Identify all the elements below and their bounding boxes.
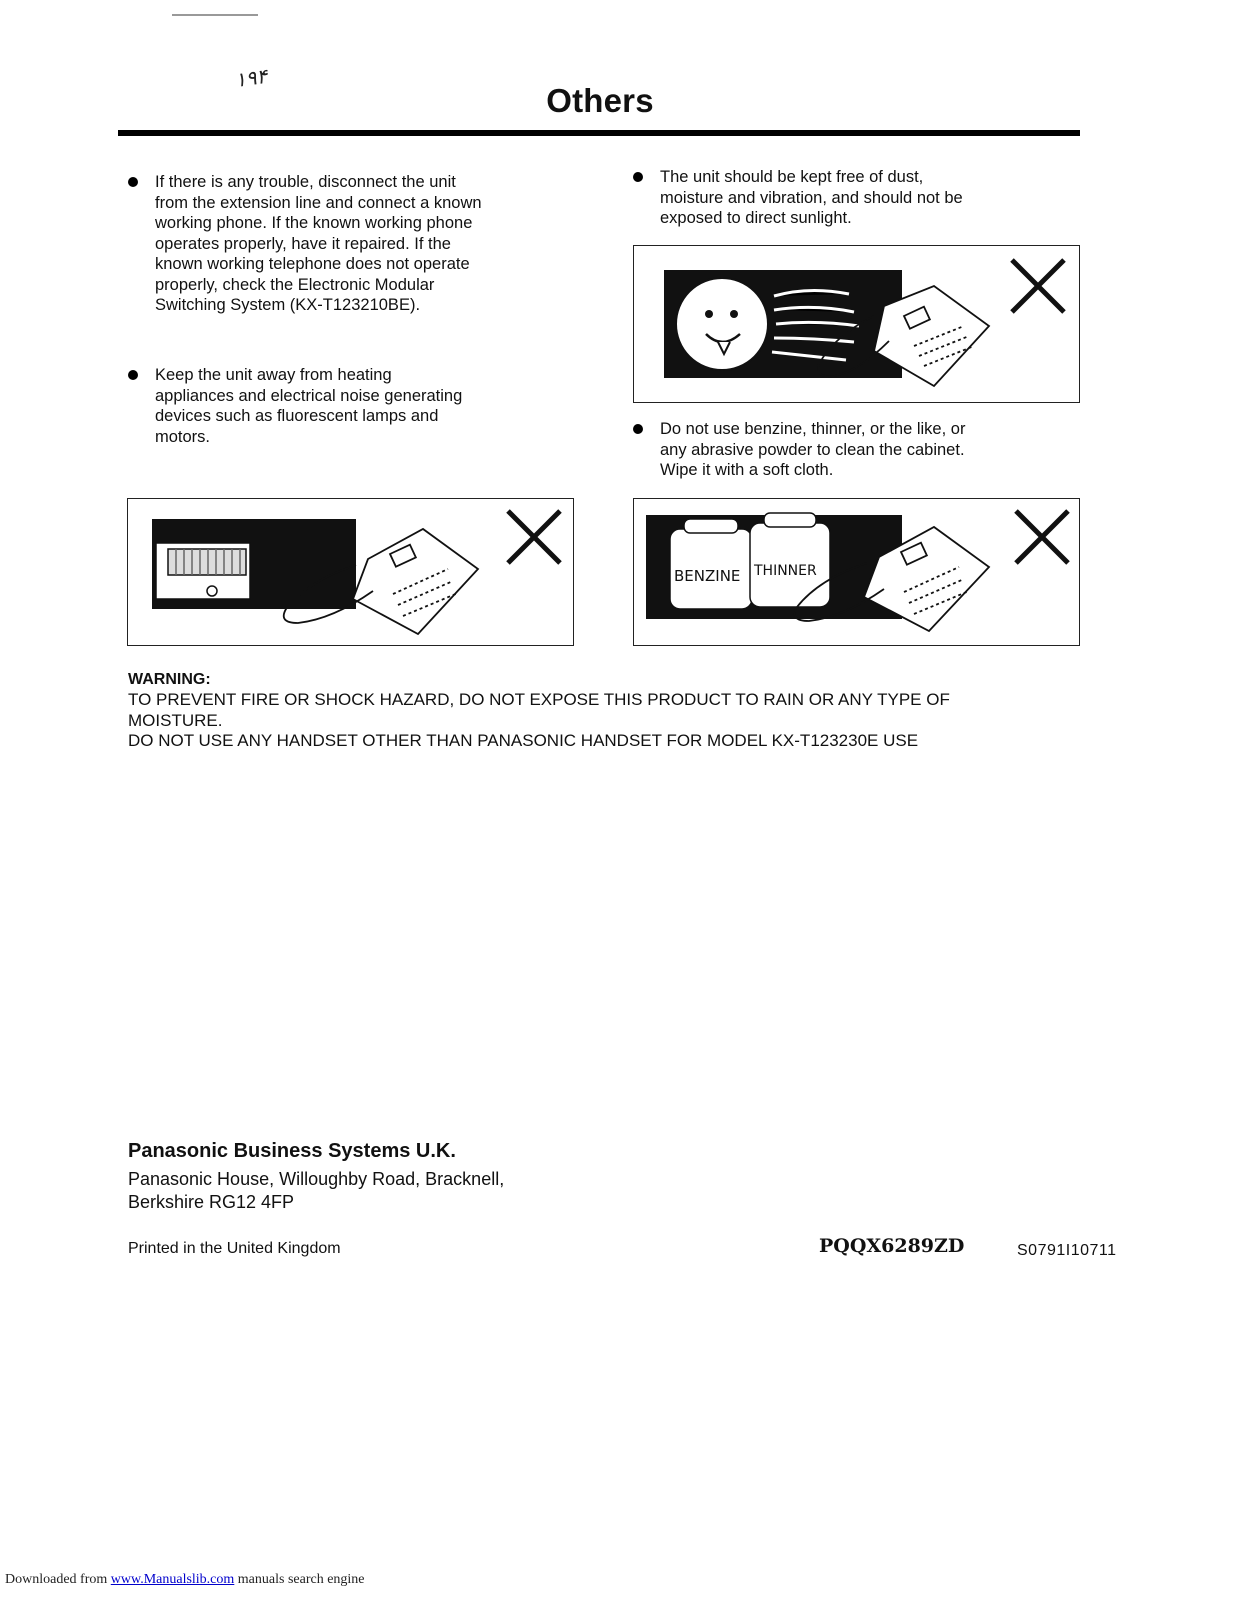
chemicals-illustration [634,499,1079,645]
print-code: S0791I10711 [1017,1242,1117,1259]
bullet-dot [633,172,643,182]
thinner-label: THINNER [754,563,817,579]
bullet-dot [128,370,138,380]
figure-sunlight [633,245,1080,403]
download-footer [5,1572,365,1588]
prohibited-icon [1016,511,1068,563]
company-name: Panasonic Business Systems U.K. [128,1140,456,1162]
bullet-heating [128,365,568,447]
part-number: PQQX6289ZD [819,1235,965,1257]
figure-heater [127,498,574,646]
warning-line-3: DO NOT USE ANY HANDSET OTHER THAN PANASONIC HANDSET FOR MODEL KX-T123230E USE [128,731,919,750]
scan-mark [172,14,258,16]
figure-chemicals [633,498,1080,646]
sunlight-illustration [634,246,1079,402]
bullet-heating-text: Keep the unit away from heating appliances and electrical noise generating devices such as fluorescent lamps and motors. [155,366,463,446]
page-title: Others [546,82,654,119]
bullet-dot [633,424,643,434]
prohibited-icon [1012,260,1064,312]
bullet-trouble-text: If there is any trouble, disconnect the unit from the extension line and connect a known working phone. If the known working phone operates properly, have it repaired. If the known working telephone does not operate properly, check the Electronic Modular Switching System (KX-T123210BE). [155,173,482,314]
footer-prefix: Downloaded from [5,1572,111,1587]
company-address-line-2: Berkshire RG12 4FP [128,1192,295,1212]
warning-line-2: MOISTURE. [128,711,223,730]
heater-icon [156,543,250,599]
bullet-dot [128,177,138,187]
bullet-benzine [633,419,1073,481]
warning-line-1: TO PREVENT FIRE OR SHOCK HAZARD, DO NOT EXPOSE THIS PRODUCT TO RAIN OR ANY TYPE OF [128,690,950,709]
warning-heading: WARNING: [128,671,211,688]
heater-illustration [128,499,573,645]
title-rule [118,130,1080,136]
company-address-line-1: Panasonic House, Willoughby Road, Bracknell, [128,1169,505,1189]
manualslib-link[interactable]: www.Manualslib.com [110,1572,235,1587]
bullet-dust-text: The unit should be kept free of dust, moisture and vibration, and should not be exposed to direct sunlight. [660,168,963,227]
bullet-trouble [128,172,568,316]
bullet-dust [633,167,1073,229]
printed-in: Printed in the United Kingdom [128,1240,341,1257]
footer-suffix: manuals search engine [234,1572,365,1587]
bullet-benzine-text: Do not use benzine, thinner, or the like, or any abrasive powder to clean the cabinet. Wipe it with a soft cloth. [660,420,966,479]
benzine-label: BENZINE [674,567,741,585]
handwritten-note: ۱۹۴ [233,63,269,93]
prohibited-icon [508,511,560,563]
